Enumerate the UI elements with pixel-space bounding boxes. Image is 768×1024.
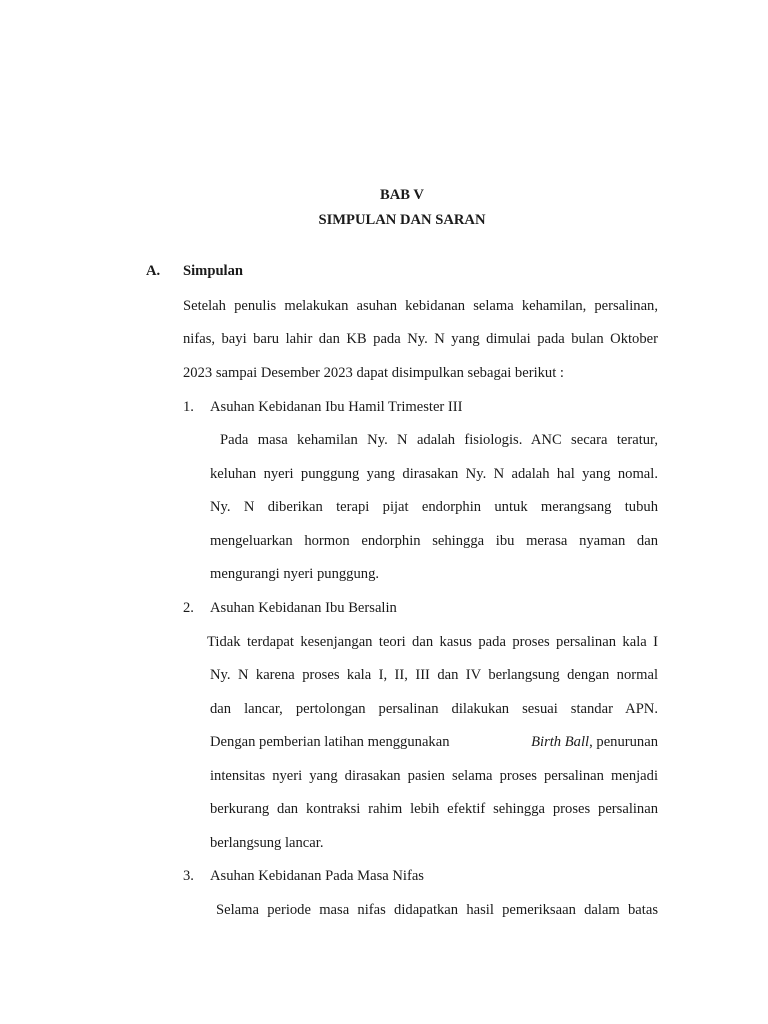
list-number: 3. [183, 868, 194, 884]
list-item-title: Asuhan Kebidanan Pada Masa Nifas [210, 868, 424, 884]
paragraph-line: dan lancar, pertolongan persalinan dilakukan sesuai standar APN. [210, 701, 658, 717]
paragraph-text: Dengan pemberian latihan menggunakan [210, 734, 450, 750]
intro-line: nifas, bayi baru lahir dan KB pada Ny. N yang dimulai pada bulan Oktober [183, 331, 658, 347]
paragraph-line: keluhan nyeri punggung yang dirasakan Ny. N adalah hal yang nomal. [210, 466, 658, 482]
paragraph-line: berkurang dan kontraksi rahim lebih efektif sehingga proses persalinan [210, 801, 658, 817]
list-number: 2. [183, 600, 194, 616]
paragraph-line: mengurangi nyeri punggung. [210, 566, 380, 582]
paragraph-line: mengeluarkan hormon endorphin sehingga ibu merasa nyaman dan [210, 533, 658, 549]
paragraph-line-mixed [210, 732, 658, 752]
list-item-title: Asuhan Kebidanan Ibu Bersalin [210, 600, 397, 616]
list-item-title: Asuhan Kebidanan Ibu Hamil Trimester III [210, 399, 463, 415]
chapter-title: SIMPULAN DAN SARAN [318, 212, 486, 228]
paragraph-line: Ny. N diberikan terapi pijat endorphin untuk merangsang tubuh [210, 499, 658, 515]
paragraph-line: Pada masa kehamilan Ny. N adalah fisiologis. ANC secara teratur, [220, 432, 658, 448]
section-title: Simpulan [183, 263, 244, 279]
paragraph-line: Tidak terdapat kesenjangan teori dan kasus pada proses persalinan kala I [207, 634, 658, 650]
section-label: A. [146, 263, 161, 279]
paragraph-line: Ny. N karena proses kala I, II, III dan IV berlangsung dengan normal [210, 667, 658, 683]
paragraph-line: Selama periode masa nifas didapatkan hasil pemeriksaan dalam batas [216, 902, 658, 918]
list-number: 1. [183, 399, 194, 415]
paragraph-line: berlangsung lancar. [210, 835, 324, 851]
paragraph-text: , penurunan [589, 734, 658, 750]
italic-term: Birth Ball [531, 734, 590, 750]
chapter-heading: BAB V [380, 187, 424, 203]
intro-line: Setelah penulis melakukan asuhan kebidanan selama kehamilan, persalinan, [183, 298, 658, 314]
intro-line: 2023 sampai Desember 2023 dapat disimpulkan sebagai berikut : [183, 365, 564, 381]
paragraph-tail [531, 732, 658, 752]
paragraph-line: intensitas nyeri yang dirasakan pasien selama proses persalinan menjadi [210, 768, 658, 784]
